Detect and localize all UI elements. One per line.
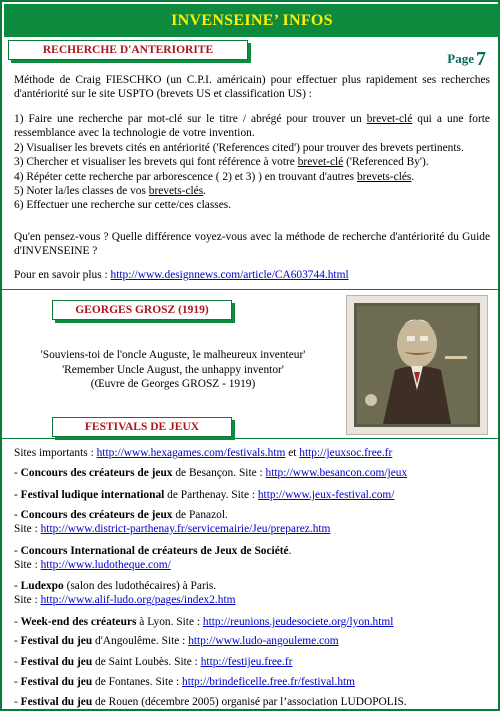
step-1: 1) Faire une recherche par mot-clé sur le titre / abrégé pour trouver un brevet-clé qui a une forte ressemblance avec la technologie de votre invention. [14,113,490,140]
district-parthenay-link[interactable]: http://www.district-parthenay.fr/servicemairie/Jeu/preparez.htm [40,523,331,536]
anteriorite-steps [14,112,490,213]
page-number: Page 7 [447,48,486,70]
festival-item: - Festival du jeu de Rouen (décembre 2005) organisé par l’association LUDOPOLIS. [14,696,407,708]
grosz-portrait-image [346,295,488,435]
festival-item: - Concours des créateurs de jeux de Panazol. Site : http://www.district-parthenay.fr/servicemairie/Jeu/preparez.htm [14,509,331,536]
jeuxsoc-link[interactable]: http://jeuxsoc.free.fr [299,447,393,459]
alif-ludo-link[interactable]: http://www.alif-ludo.org/pages/index2.htm [40,594,236,607]
anteriorite-intro: Méthode de Craig FIESCHKO (un C.P.I. américain) pour effectuer plus rapidement ses recherches d'antériorité sur le site USPTO (brevets US et classification US) : [14,74,490,101]
grosz-credit: (Œuvre de Georges GROSZ - 1919) [90,378,256,390]
hexagames-link[interactable]: http://www.hexagames.com/festivals.htm [96,447,286,459]
anteriorite-question: Qu'en pensez-vous ? Quelle différence voyez-vous avec la méthode de recherche d'antériorité du Guide d'INVENSEINE ? [14,231,490,258]
festival-item: - Concours des créateurs de jeux de Besançon. Site : http://www.besancon.com/jeux [14,467,408,479]
step-5: 5) Noter la/les classes de vos brevets-clés. [14,185,207,198]
angouleme-link[interactable]: http://www.ludo-angouleme.com [188,635,339,647]
festival-item: - Festival du jeu de Fontanes. Site : http://brindeficelle.free.fr/festival.htm [14,676,356,688]
grosz-quote [8,348,338,392]
section-divider [2,438,500,439]
section-tab-grosz: GEORGES GROSZ (1919) [52,300,232,320]
grosz-quote-fr: 'Souviens-toi de l'oncle Auguste, le malheureux inventeur' [40,349,306,361]
festival-item: - Festival du jeu d'Angoulême. Site : http://www.ludo-angouleme.com [14,635,339,647]
portrait-painting-icon [347,296,487,434]
festijeu-link[interactable]: http://festijeu.free.fr [200,656,293,668]
lyon-link[interactable]: http://reunions.jeudesociete.org/lyon.html [202,616,394,628]
designnews-link[interactable]: http://www.designnews.com/article/CA603744.html [110,269,349,281]
festival-sites: Sites importants : http://www.hexagames.com/festivals.htm et http://jeuxsoc.free.fr [14,447,393,459]
step-2: 2) Visualiser les brevets cités en antériorité ('References cited') pour trouver des brevets pertinents. [14,141,464,154]
grosz-quote-en: 'Remember Uncle August, the unhappy inventor' [62,363,284,376]
besancon-link[interactable]: http://www.besancon.com/jeux [265,467,408,479]
newsletter-banner: INVENSEINE’ INFOS [4,4,500,37]
step-4: 4) Répéter cette recherche par arborescence ( 2) et 3) ) en trouvant d'autres brevets-clés. [14,170,415,183]
fontanes-link[interactable]: http://brindeficelle.free.fr/festival.htm [182,676,356,688]
section-tab-anteriorite: RECHERCHE D'ANTERIORITE [8,40,248,60]
festival-item: - Festival du jeu de Saint Loubès. Site : http://festijeu.free.fr [14,656,293,668]
section-tab-festivals: FESTIVALS DE JEUX [52,417,232,437]
section-divider [2,289,500,290]
festival-item: - Festival ludique international de Parthenay. Site : http://www.jeux-festival.com/ [14,489,395,501]
festival-item: - Ludexpo (salon des ludothécaires) à Paris. Site : http://www.alif-ludo.org/pages/index2.htm [14,580,236,607]
festival-item: - Week-end des créateurs à Lyon. Site : http://reunions.jeudesociete.org/lyon.html [14,616,394,628]
anteriorite-more: Pour en savoir plus : http://www.designnews.com/article/CA603744.html [14,269,349,281]
parthenay-link[interactable]: http://www.jeux-festival.com/ [257,489,395,501]
ludotheque-link[interactable]: http://www.ludotheque.com/ [40,559,171,572]
festival-item: - Concours International de créateurs de Jeux de Société. Site : http://www.ludotheque.com/ [14,545,292,572]
step-6: 6) Effectuer une recherche sur cette/ces classes. [14,199,232,212]
step-3: 3) Chercher et visualiser les brevets qui font référence à votre brevet-clé ('Referenced By'). [14,156,429,169]
